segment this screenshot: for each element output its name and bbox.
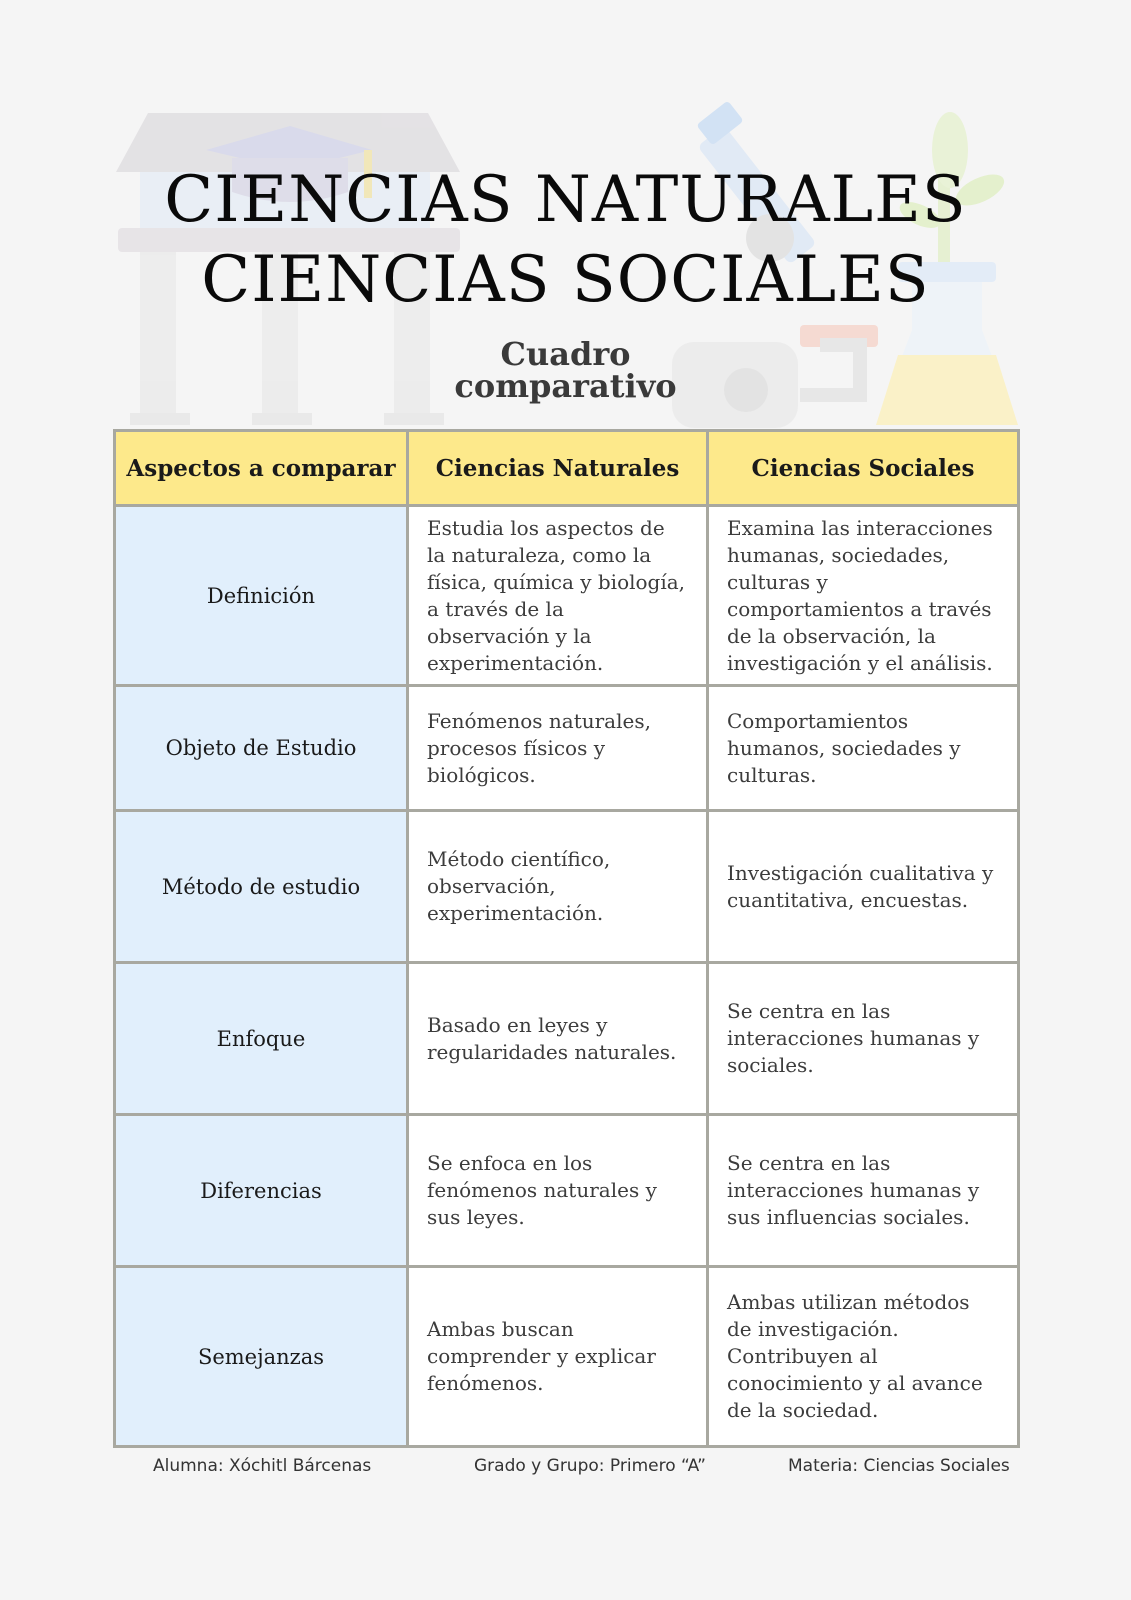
footer-subject: Materia: Ciencias Sociales bbox=[788, 1456, 1010, 1476]
comparison-table bbox=[113, 429, 1020, 1448]
naturales-cell: Se enfoca en los fenómenos naturales y sus leyes. bbox=[408, 1115, 708, 1267]
aspect-cell: Enfoque bbox=[115, 963, 408, 1115]
aspect-cell: Semejanzas bbox=[115, 1267, 408, 1447]
naturales-cell: Ambas buscan comprender y explicar fenómenos. bbox=[408, 1267, 708, 1447]
aspect-cell: Definición bbox=[115, 506, 408, 686]
table-row bbox=[115, 686, 1019, 811]
naturales-cell: Método científico, observación, experimentación. bbox=[408, 811, 708, 963]
page-title bbox=[0, 160, 1131, 320]
footer-grade: Grado y Grupo: Primero “A” bbox=[474, 1456, 706, 1476]
naturales-cell: Fenómenos naturales, procesos físicos y biológicos. bbox=[408, 686, 708, 811]
table-row bbox=[115, 1115, 1019, 1267]
naturales-cell: Basado en leyes y regularidades naturales. bbox=[408, 963, 708, 1115]
table-header-row bbox=[115, 431, 1019, 506]
sociales-cell: Ambas utilizan métodos de investigación. Contribuyen al conocimiento y al avance de la sociedad. bbox=[708, 1267, 1019, 1447]
sociales-cell: Se centra en las interacciones humanas y sociales. bbox=[708, 963, 1019, 1115]
title-line-1: CIENCIAS NATURALES bbox=[164, 163, 967, 237]
aspect-cell: Diferencias bbox=[115, 1115, 408, 1267]
title-line-2: CIENCIAS SOCIALES bbox=[201, 243, 930, 317]
header-aspects: Aspectos a comparar bbox=[115, 431, 408, 506]
subtitle-line-2: comparativo bbox=[454, 367, 677, 405]
footer-student: Alumna: Xóchitl Bárcenas bbox=[153, 1456, 372, 1476]
sociales-cell: Investigación cualitativa y cuantitativa, encuestas. bbox=[708, 811, 1019, 963]
sociales-cell: Comportamientos humanos, sociedades y culturas. bbox=[708, 686, 1019, 811]
subtitle-line-1: Cuadro bbox=[500, 335, 631, 373]
sociales-cell: Examina las interacciones humanas, sociedades, culturas y comportamientos a través de la observación, la investigación y el análisis. bbox=[708, 506, 1019, 686]
header-naturales: Ciencias Naturales bbox=[408, 431, 708, 506]
aspect-cell: Método de estudio bbox=[115, 811, 408, 963]
table-row bbox=[115, 811, 1019, 963]
sociales-cell: Se centra en las interacciones humanas y sus influencias sociales. bbox=[708, 1115, 1019, 1267]
table-row bbox=[115, 506, 1019, 686]
aspect-cell: Objeto de Estudio bbox=[115, 686, 408, 811]
header-sociales: Ciencias Sociales bbox=[708, 431, 1019, 506]
naturales-cell: Estudia los aspectos de la naturaleza, como la física, química y biología, a través de la observación y la experimentación. bbox=[408, 506, 708, 686]
subtitle bbox=[0, 335, 1131, 405]
table-row bbox=[115, 1267, 1019, 1447]
table-row bbox=[115, 963, 1019, 1115]
